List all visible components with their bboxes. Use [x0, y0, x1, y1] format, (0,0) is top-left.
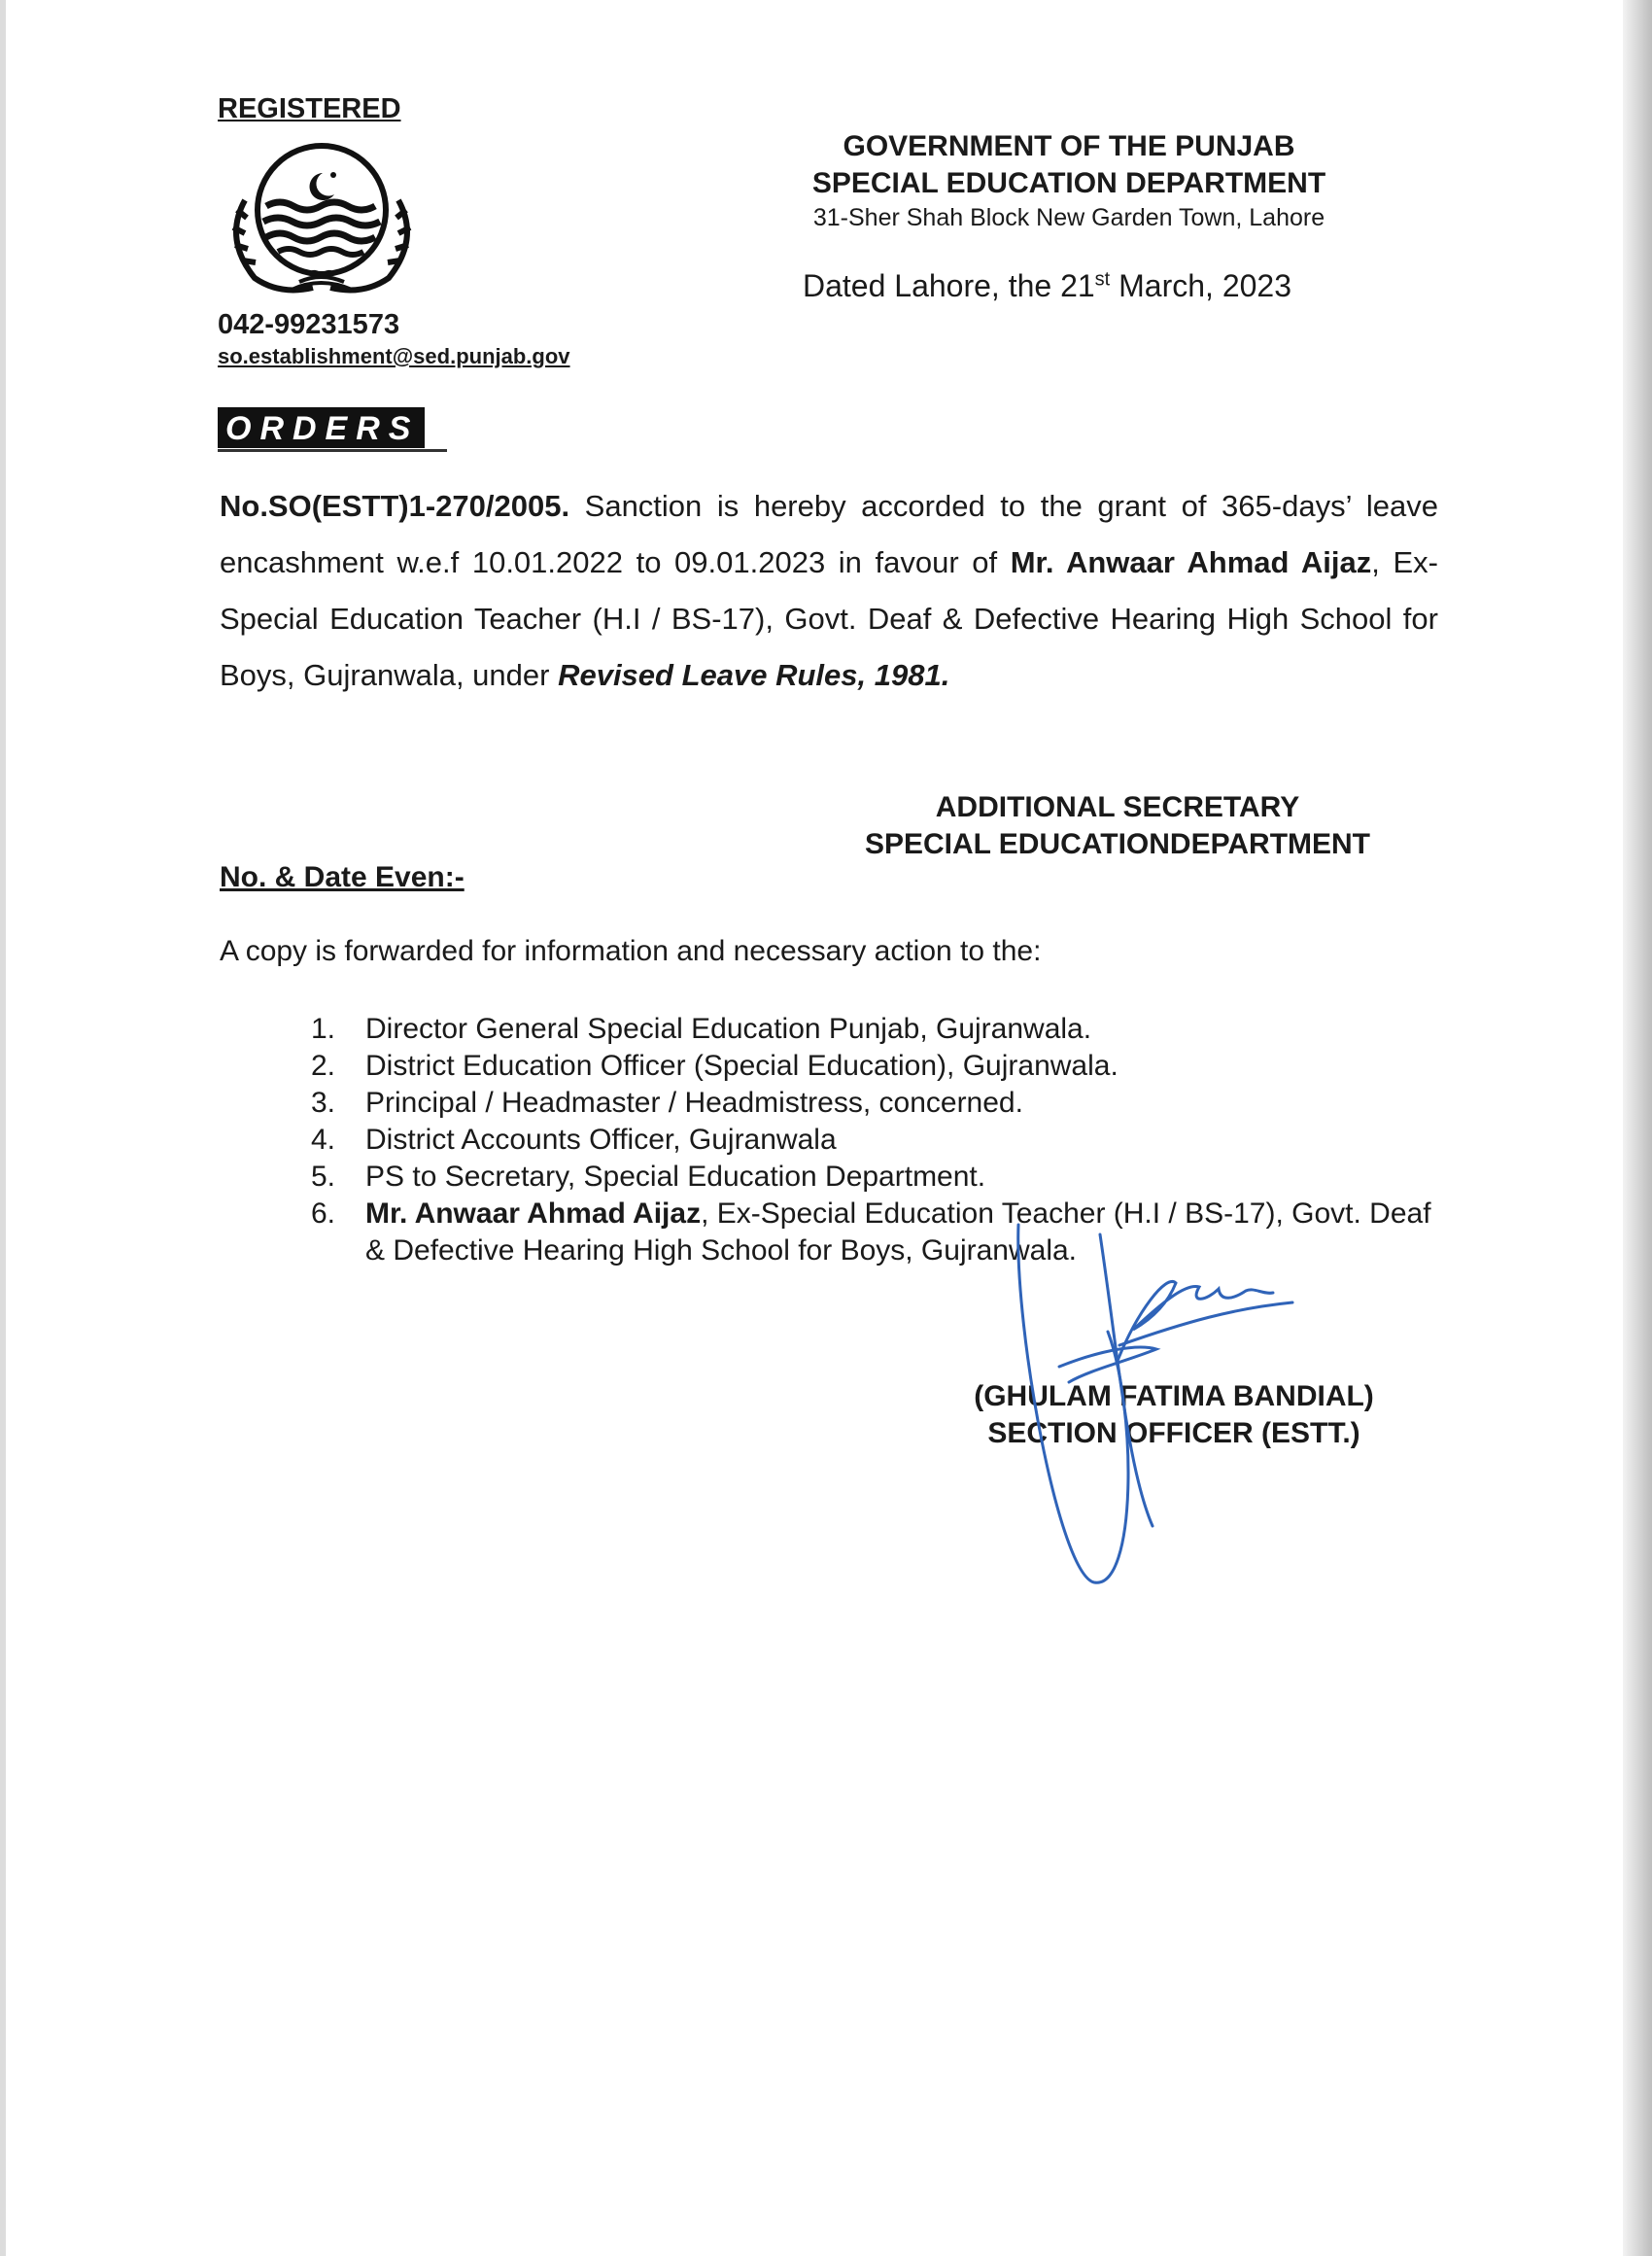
order-number: No.SO(ESTT)1-270/2005.	[220, 489, 570, 523]
scan-edge-right	[1623, 0, 1652, 2256]
list-item: 6. Mr. Anwaar Ahmad Aijaz, Ex-Special Education Teacher (H.I / BS-17), Govt. Deaf & Defective Hearing High School for Boys, Gujranwala.	[311, 1197, 1431, 1267]
department-title: SPECIAL EDUCATION DEPARTMENT	[811, 167, 1326, 199]
order-text-2: , Ex-Special Education Teacher (H.I / BS-17), Govt. Deaf & Defective Hearing High School for Boys, Gujranwala, under	[220, 545, 1438, 692]
item-6-name: Mr. Anwaar Ahmad Aijaz	[365, 1197, 702, 1230]
authority-title: ADDITIONAL SECRETARY	[935, 791, 1300, 823]
employee-name: Mr. Anwaar Ahmad Aijaz	[1010, 545, 1372, 579]
orders-heading: ORDERS	[218, 407, 425, 448]
date-ordinal: st	[1094, 268, 1111, 291]
authority-department: SPECIAL EDUCATIONDEPARTMENT	[864, 828, 1371, 860]
list-item: 3. Principal / Headmaster / Headmistress, concerned.	[311, 1087, 1023, 1119]
scan-edge-left	[0, 0, 6, 2256]
signatory-name: (GHULAM FATIMA BANDIAL)	[974, 1380, 1374, 1412]
letterhead	[768, 128, 1370, 233]
list-item: 4. District Accounts Officer, Gujranwala	[311, 1124, 837, 1156]
list-item: 5. PS to Secretary, Special Education Department.	[311, 1161, 986, 1193]
order-text-1: Sanction is hereby accorded to the grant of 365-days’ leave encashment w.e.f 10.01.2022 to 09.01.2023 in favour of	[220, 489, 1438, 579]
rules-reference: Revised Leave Rules, 1981.	[558, 658, 950, 692]
department-address: 31-Sher Shah Block New Garden Town, Lahore	[812, 204, 1325, 231]
government-title: GOVERNMENT OF THE PUNJAB	[843, 130, 1295, 162]
signatory-designation: SECTION OFFICER (ESTT.)	[987, 1417, 1360, 1449]
date-prefix: Dated Lahore, the 21	[803, 268, 1095, 303]
list-item: 2. District Education Officer (Special Education), Gujranwala.	[311, 1050, 1119, 1082]
date-even-heading: No. & Date Even:-	[220, 861, 465, 893]
email-link[interactable]: so.establishment@sed.punjab.gov	[218, 344, 570, 368]
order-paragraph	[220, 478, 1438, 704]
date-line	[803, 268, 1291, 304]
punjab-emblem-icon	[216, 142, 428, 299]
copy-intro: A copy is forwarded for information and necessary action to the:	[220, 935, 1042, 967]
distribution-list	[311, 1011, 1438, 1269]
authority-block	[836, 789, 1399, 863]
phone-number: 042-99231573	[218, 309, 400, 340]
registered-label: REGISTERED	[218, 93, 401, 124]
list-item: 1. Director General Special Education Punjab, Gujranwala.	[311, 1013, 1092, 1045]
signatory-block	[941, 1378, 1407, 1452]
orders-underline	[218, 449, 447, 452]
date-rest: March, 2023	[1110, 268, 1291, 303]
